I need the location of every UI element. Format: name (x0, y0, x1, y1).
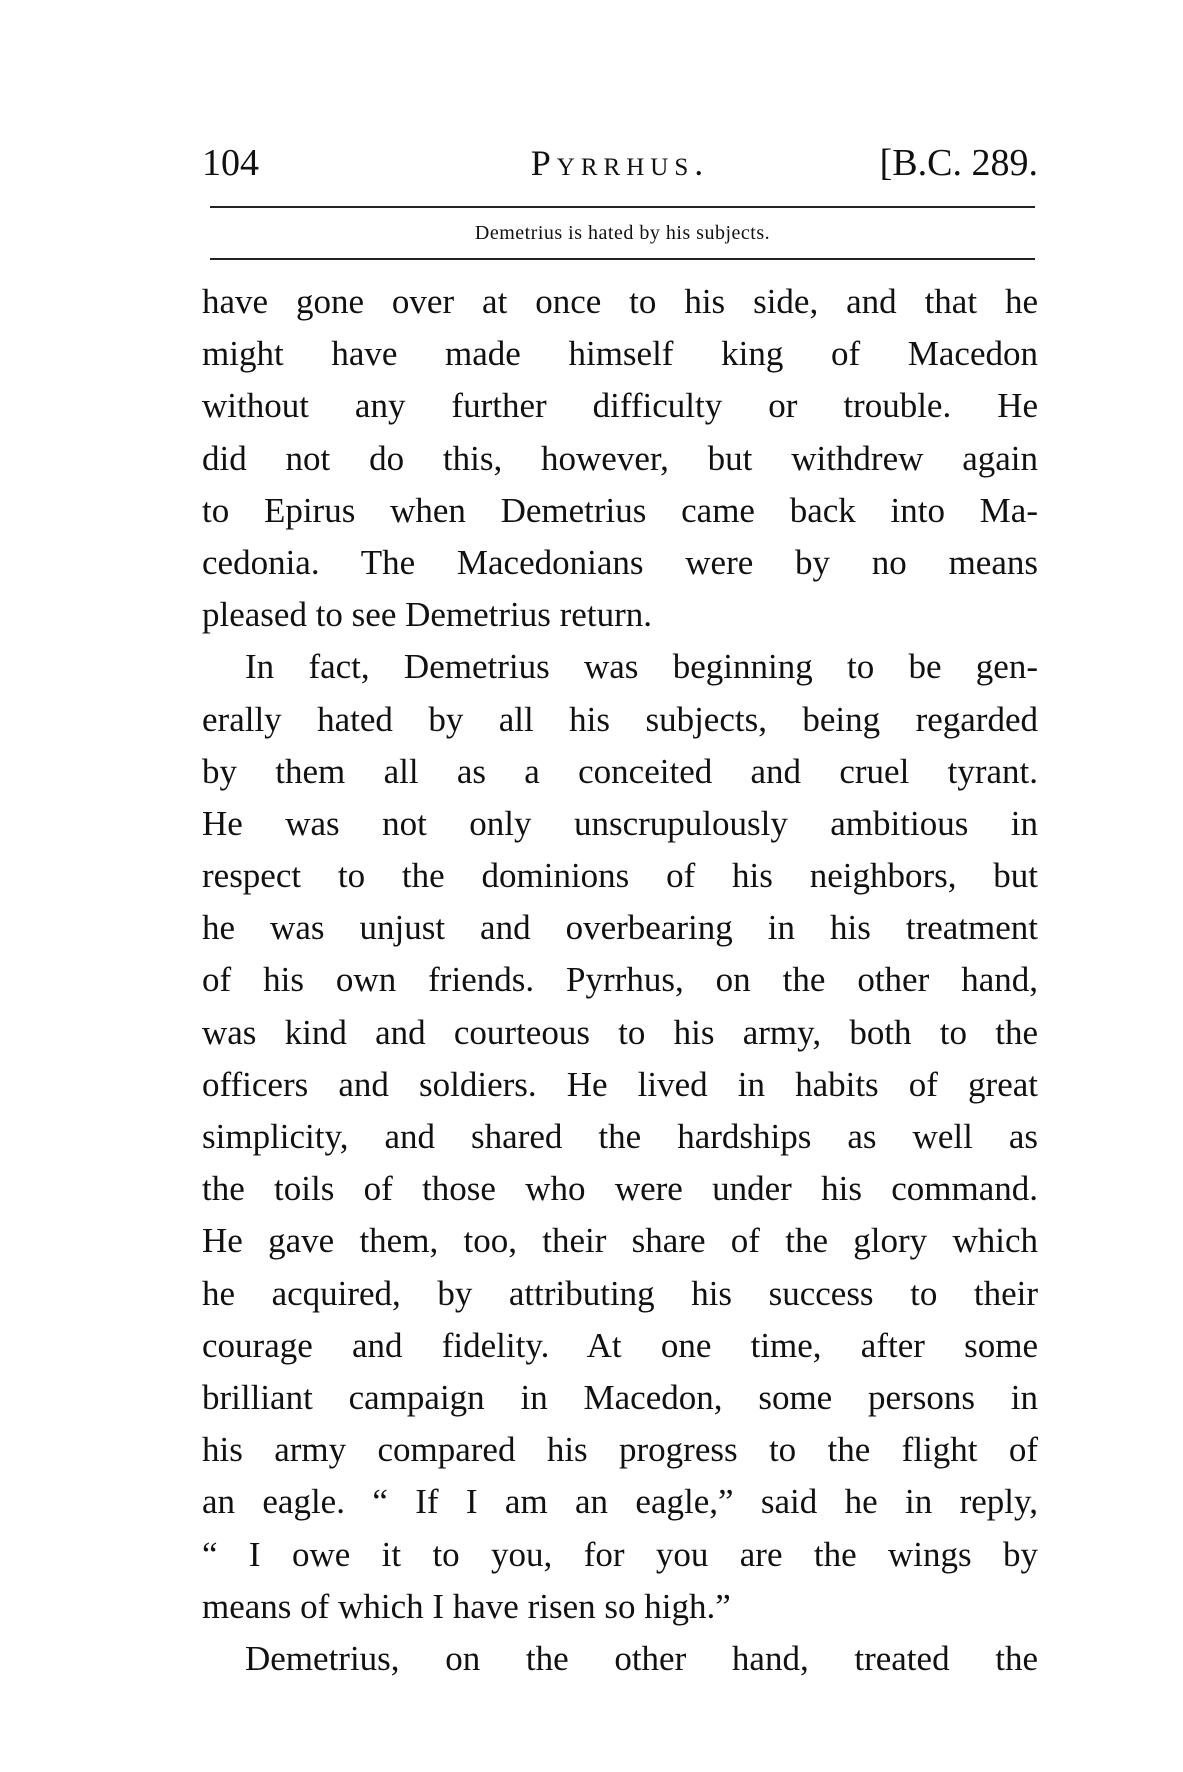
text-line: officers and soldiers. He lived in habits of great (202, 1064, 1038, 1104)
text-line: have gone over at once to his side, and that he (202, 282, 1038, 321)
text-line: he acquired, by attributing his success to their (202, 1273, 1038, 1313)
text-line: cedonia. The Macedonians were by no means (202, 542, 1038, 582)
text-line: pleased to see Demetrius return. (202, 595, 652, 635)
text-line: the toils of those who were under his command. (202, 1169, 1038, 1209)
text-line: of his own friends. Pyrrhus, on the other hand, (202, 960, 1038, 1000)
page-caption: Demetrius is hated by his subjects. (474, 222, 771, 244)
text-line: “ I owe it to you, for you are the wings by (202, 1534, 1038, 1574)
text-line: He gave them, too, their share of the glory which (202, 1221, 1038, 1261)
text-line: Demetrius, on the other hand, treated the (245, 1638, 1038, 1678)
text-line: his army compared his progress to the flight of (202, 1430, 1038, 1470)
body-text (202, 276, 1038, 1685)
text-line: erally hated by all his subjects, being regarded (202, 699, 1038, 739)
text-line: brilliant campaign in Macedon, some persons in (202, 1377, 1038, 1417)
book-title: Pyrrhus. (530, 143, 710, 183)
text-line: without any further difficulty or trouble. He (202, 386, 1038, 426)
text-line: he was unjust and overbearing in his treatment (202, 908, 1038, 948)
text-line: might have made himself king of Macedon (202, 334, 1038, 374)
header-rule-top (210, 206, 1035, 208)
text-line: simplicity, and shared the hardships as well as (202, 1117, 1038, 1156)
text-line: courage and fidelity. At one time, after some (202, 1325, 1038, 1365)
text-line: an eagle. “ If I am an eagle,” said he in reply, (202, 1482, 1038, 1522)
text-line: respect to the dominions of his neighbors, but (202, 856, 1038, 896)
page-number: 104 (202, 142, 259, 184)
text-line: did not do this, however, but withdrew again (202, 438, 1038, 478)
header-rule-bottom (210, 258, 1035, 260)
running-head (202, 138, 1038, 188)
text-line: means of which I have risen so high.” (202, 1586, 731, 1626)
text-line: by them all as a conceited and cruel tyrant. (202, 751, 1038, 791)
text-line: to Epirus when Demetrius came back into Ma- (202, 490, 1038, 530)
text-line: He was not only unscrupulously ambitious in (202, 803, 1038, 843)
text-line: was kind and courteous to his army, both to the (202, 1012, 1038, 1052)
text-line: In fact, Demetrius was beginning to be gen- (245, 647, 1038, 687)
date-mark: [B.C. 289. (879, 142, 1038, 184)
